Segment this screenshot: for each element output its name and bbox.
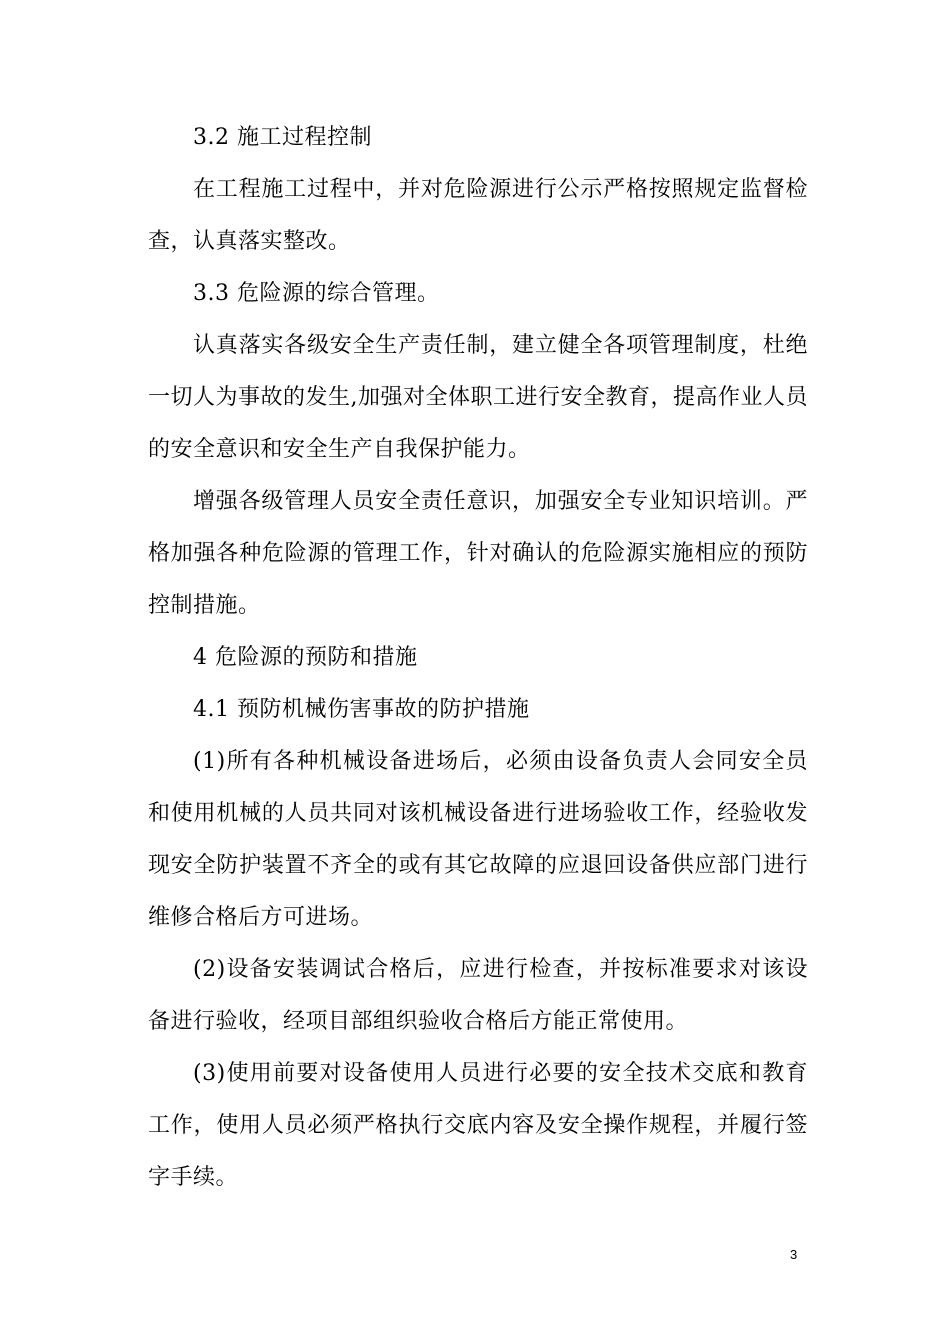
paragraph-training: 增强各级管理人员安全责任意识，加强安全专业知识培训。严格加强各种危险源的管理工作，针对确认的危险源实施相应的预防控制措施。 xyxy=(148,489,808,618)
paragraph-item-3: (3)使用前要对设备使用人员进行必要的安全技术交底和教育工作，使用人员必须严格执行交底内容及安全操作规程，并履行签字手续。 xyxy=(148,1061,808,1190)
paragraph-responsibility: 认真落实各级安全生产责任制，建立健全各项管理制度，杜绝一切人为事故的发生,加强对全体职工进行安全教育，提高作业人员的安全意识和安全生产自我保护能力。 xyxy=(148,333,808,462)
page-number: 3 xyxy=(790,1247,798,1262)
section-heading-4-1: 4.1 预防机械伤害事故的防护措施 xyxy=(193,697,530,722)
paragraph-process-control: 在工程施工过程中，并对危险源进行公示严格按照规定监督检查，认真落实整改。 xyxy=(148,177,808,254)
section-heading-3-2: 3.2 施工过程控制 xyxy=(193,125,372,150)
paragraph-item-2: (2)设备安装调试合格后，应进行检查，并按标准要求对该设备进行验收，经项目部组织验收合格后方能正常使用。 xyxy=(148,957,808,1034)
section-heading-3-3: 3.3 危险源的综合管理。 xyxy=(193,281,440,306)
paragraph-item-1: (1)所有各种机械设备进场后，必须由设备负责人会同安全员和使用机械的人员共同对该机械设备进行进场验收工作，经验收发现安全防护装置不齐全的或有其它故障的应退回设备供应部门进行维修合格后方可进场。 xyxy=(148,749,808,930)
section-heading-4: 4 危险源的预防和措施 xyxy=(193,645,418,670)
document-body xyxy=(148,112,808,1204)
